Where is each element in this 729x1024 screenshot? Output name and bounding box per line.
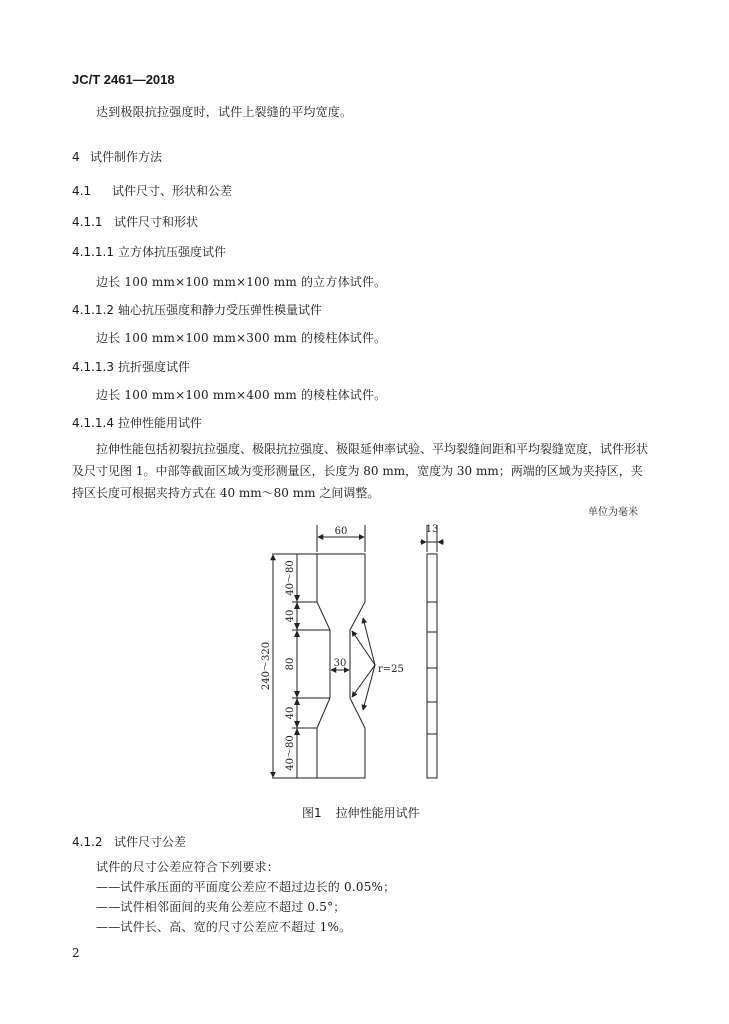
section-number: 4.1.1.3 (72, 360, 114, 374)
radius-leader (352, 665, 375, 697)
intro-line: 达到极限抗拉强度时，试件上裂缝的平均宽度。 (96, 105, 353, 119)
figure-title: 拉伸性能用试件 (335, 806, 420, 820)
specimen-drawing (240, 520, 490, 790)
dim-transition-top: 40 (285, 609, 296, 623)
section-number: 4.1.1.2 (72, 303, 114, 317)
section-4-1-1-2-heading (72, 301, 322, 318)
side-view-outline (427, 554, 437, 778)
radius-leader (363, 665, 375, 710)
section-number: 4 (72, 150, 80, 164)
dim-grip-bottom: 40～80 (285, 735, 296, 771)
radius-leader (363, 618, 375, 665)
section-4-1-2-heading (72, 833, 186, 850)
section-4-heading (72, 148, 162, 165)
section-4-1-1-3-body: 边长 100 mm×100 mm×400 mm 的棱柱体试件。 (96, 388, 387, 402)
section-title: 试件尺寸公差 (114, 835, 187, 849)
dim-radius: r=25 (378, 664, 404, 675)
document-header: JC/T 2461—2018 (72, 72, 175, 87)
section-4-1-1-1-body: 边长 100 mm×100 mm×100 mm 的立方体试件。 (96, 275, 387, 289)
dim-side-thickness: 13 (425, 524, 439, 535)
section-number: 4.1.2 (72, 835, 103, 849)
section-4-1-heading (72, 182, 232, 199)
section-4-1-1-heading (72, 213, 198, 230)
section-title: 试件尺寸和形状 (114, 215, 199, 229)
section-number: 4.1 (72, 184, 92, 198)
dim-gauge-width: 30 (333, 658, 347, 669)
dim-overall-length: 240～320 (261, 641, 272, 691)
section-4-1-1-4-heading (72, 414, 202, 431)
tolerance-item: ——试件相邻面间的夹角公差应不超过 0.5°； (96, 900, 346, 914)
tolerance-item: ——试件承压面的平面度公差应不超过边长的 0.05%； (96, 880, 396, 894)
section-4-1-1-4-body: 拉伸性能包括初裂抗拉强度、极限抗拉强度、极限延伸率试验、平均裂缝间距和平均裂缝宽度，试件形状及尺寸见图 1。中部等截面区域为变形测量区，长度为 80 mm，宽度为 30 mm；两端的区域为夹持区，夹持区长度可根据夹持方式在 40 mm～80 mm 之间调整。 (72, 442, 649, 500)
section-4-1-1-2-body: 边长 100 mm×100 mm×300 mm 的棱柱体试件。 (96, 331, 387, 345)
radius-leader (352, 631, 375, 665)
tolerance-intro: 试件的尺寸公差应符合下列要求： (96, 860, 280, 874)
figure-caption (302, 804, 420, 821)
section-title: 轴心抗压强度和静力受压弹性模量试件 (118, 303, 323, 317)
dim-top-width: 60 (334, 526, 348, 537)
section-4-1-1-1-heading (72, 243, 226, 260)
section-title: 试件尺寸、形状和公差 (112, 184, 233, 198)
section-title: 抗折强度试件 (118, 360, 191, 374)
dim-transition-bottom: 40 (285, 706, 296, 720)
tolerance-item: ——试件长、高、宽的尺寸公差应不超过 1%。 (96, 920, 352, 934)
section-number: 4.1.1 (72, 215, 103, 229)
section-number: 4.1.1.4 (72, 416, 114, 430)
figure-number: 图1 (302, 806, 322, 820)
dim-grip-top: 40～80 (285, 560, 296, 596)
unit-note: 单位为毫米 (588, 507, 638, 518)
section-title: 拉伸性能用试件 (118, 416, 203, 430)
section-4-1-1-3-heading (72, 358, 190, 375)
section-number: 4.1.1.1 (72, 245, 114, 259)
section-title: 试件制作方法 (90, 150, 163, 164)
dim-gauge-length: 80 (285, 657, 296, 671)
section-title: 立方体抗压强度试件 (118, 245, 227, 259)
page-number: 2 (72, 946, 80, 960)
